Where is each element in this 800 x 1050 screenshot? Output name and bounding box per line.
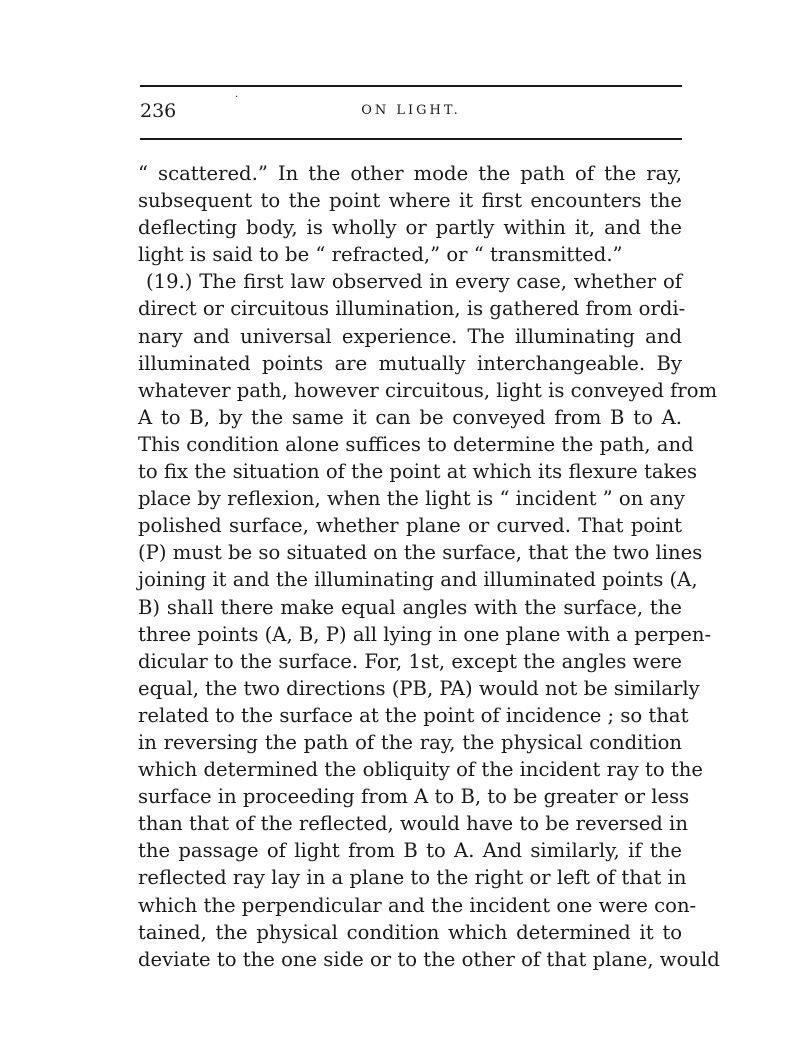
- page-number: 236: [140, 100, 177, 122]
- text-line: This condition alone suffices to determine the path, and: [138, 432, 694, 456]
- text-line: (P) must be so situated on the surface, that the two lines: [138, 541, 703, 565]
- text-line: dicular to the surface. For, 1st, except the angles were: [138, 649, 682, 673]
- text-line: (19.) The first law observed in every case, whether of: [146, 270, 682, 294]
- text-line: surface in proceeding from A to B, to be greater or less: [138, 785, 690, 809]
- text-line: whatever path, however circuitous, light is conveyed from: [138, 378, 718, 402]
- text-line: joining it and the illuminating and illuminated points (A,: [138, 568, 698, 592]
- text-line: deflecting body, is wholly or partly within it, and the: [138, 216, 682, 240]
- header-dot: ·: [235, 92, 239, 103]
- text-line: the passage of light from B to A. And similarly, if the: [138, 839, 682, 863]
- running-title: ON LIGHT.: [361, 103, 461, 118]
- header-rule-bottom: [140, 138, 682, 140]
- text-line: light is said to be “ refracted,” or “ transmitted.”: [138, 243, 623, 267]
- text-line: to fix the situation of the point at which its flexure takes: [138, 460, 698, 484]
- text-line: which the perpendicular and the incident one were con-: [138, 893, 697, 917]
- text-line: B) shall there make equal angles with the surface, the: [138, 595, 682, 619]
- running-header: [140, 92, 682, 126]
- text-line: A to B, by the same it can be conveyed from B to A.: [138, 405, 682, 429]
- text-line: tained, the physical condition which determined it to: [138, 920, 682, 944]
- text-line: reflected ray lay in a plane to the right or left of that in: [138, 866, 687, 890]
- text-line: “ scattered.” In the other mode the path of the ray,: [138, 162, 682, 185]
- text-line: place by reflexion, when the light is “ incident ” on any: [138, 487, 685, 511]
- body-text: [138, 160, 720, 973]
- text-line: illuminated points are mutually interchangeable. By: [138, 351, 682, 375]
- text-line: subsequent to the point where it first encounters the: [138, 189, 682, 213]
- text-line: which determined the obliquity of the incident ray to the: [138, 758, 703, 782]
- text-line: equal, the two directions (PB, PA) would not be similarly: [138, 676, 700, 700]
- header-rule-top: [140, 85, 682, 87]
- text-line: than that of the reflected, would have to be reversed in: [138, 812, 688, 836]
- text-line: polished surface, whether plane or curved. That point: [138, 514, 682, 538]
- text-line: three points (A, B, P) all lying in one plane with a perpen-: [138, 622, 712, 646]
- text-line: deviate to the one side or to the other of that plane, would: [138, 947, 720, 971]
- text-line: direct or circuitous illumination, is gathered from ordi-: [138, 297, 686, 321]
- text-line: nary and universal experience. The illuminating and: [138, 324, 682, 348]
- text-line: related to the surface at the point of incidence ; so that: [138, 703, 689, 727]
- text-line: in reversing the path of the ray, the physical condition: [138, 730, 682, 754]
